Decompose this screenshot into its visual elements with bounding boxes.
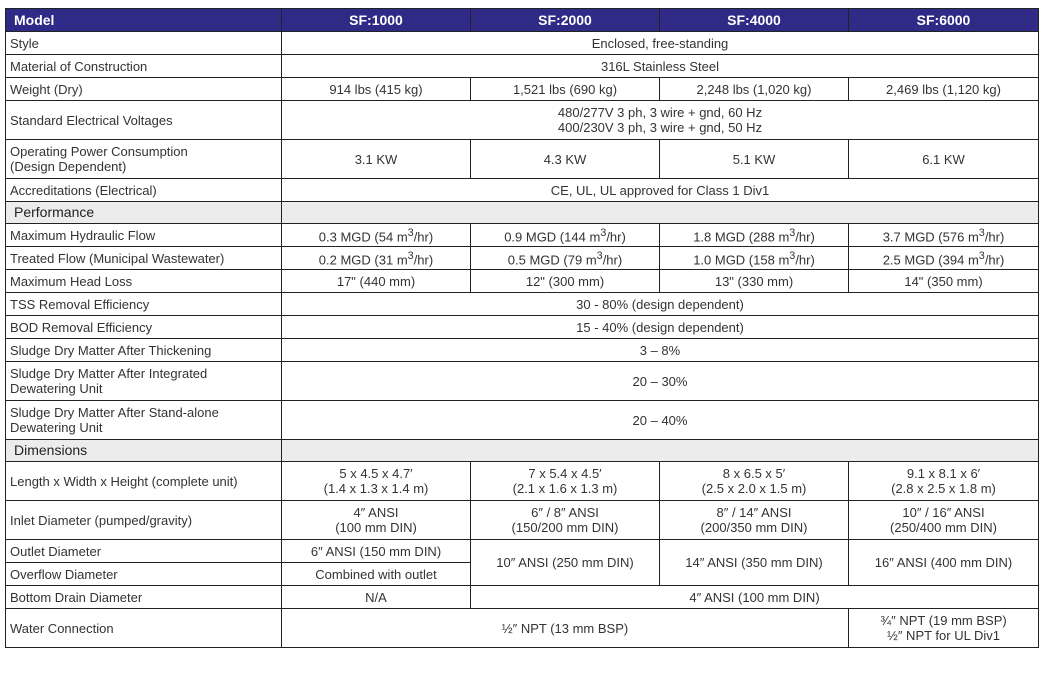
row-accreditations [6, 179, 1039, 202]
row-max-flow [6, 224, 1039, 247]
inlet-sf6000: 10″ / 16″ ANSI (250/400 mm DIN) [849, 501, 1039, 540]
overflow-sf1000: Combined with outlet [282, 563, 471, 586]
row-sludge-thickening [6, 339, 1039, 362]
max-flow-label: Maximum Hydraulic Flow [6, 224, 282, 247]
material-value: 316L Stainless Steel [282, 55, 1039, 78]
outlet-overflow-sf2000: 10″ ANSI (250 mm DIN) [471, 540, 660, 586]
accreditations-value: CE, UL, UL approved for Class 1 Div1 [282, 179, 1039, 202]
row-power [6, 140, 1039, 179]
water-label: Water Connection [6, 609, 282, 648]
weight-label: Weight (Dry) [6, 78, 282, 101]
header-row [6, 9, 1039, 32]
water-sf6000-line-1: ¾″ NPT (19 mm BSP) [880, 613, 1007, 628]
sludge-integrated-label-line-1: Sludge Dry Matter After Integrated [10, 366, 208, 381]
header-sf2000: SF:2000 [471, 9, 660, 32]
section-dimensions-fill [282, 440, 1039, 462]
outlet-sf1000: 6″ ANSI (150 mm DIN) [282, 540, 471, 563]
row-lwh [6, 462, 1039, 501]
section-title-dimensions: Dimensions [6, 440, 282, 462]
section-performance-fill [282, 202, 1039, 224]
section-title-performance: Performance [6, 202, 282, 224]
weight-sf2000: 1,521 lbs (690 kg) [471, 78, 660, 101]
section-performance [6, 202, 1039, 224]
header-model: Model [6, 9, 282, 32]
row-bod [6, 316, 1039, 339]
voltages-label: Standard Electrical Voltages [6, 101, 282, 140]
sludge-integrated-label [6, 362, 282, 401]
row-material [6, 55, 1039, 78]
outlet-overflow-sf4000: 14″ ANSI (350 mm DIN) [660, 540, 849, 586]
header-sf1000: SF:1000 [282, 9, 471, 32]
row-drain [6, 586, 1039, 609]
spec-table [5, 8, 1039, 648]
power-sf2000: 4.3 KW [471, 140, 660, 179]
weight-sf6000: 2,469 lbs (1,120 kg) [849, 78, 1039, 101]
style-label: Style [6, 32, 282, 55]
row-water [6, 609, 1039, 648]
row-style [6, 32, 1039, 55]
water-sf6000 [849, 609, 1039, 648]
voltages-line-1: 480/277V 3 ph, 3 wire + gnd, 60 Hz [557, 105, 763, 120]
row-head-loss [6, 270, 1039, 293]
tss-label: TSS Removal Efficiency [6, 293, 282, 316]
treated-flow-sf6000: 2.5 MGD (394 $m^3/hr$) [849, 247, 1039, 270]
lwh-sf1000: 5 x 4.5 x 4.7′ (1.4 x 1.3 x 1.4 m) [282, 462, 471, 501]
max-flow-sf4000: 1.8 MGD (288 $m^3/hr$) [660, 224, 849, 247]
water-sf6000-line-2: ½″ NPT for UL Div1 [887, 628, 1000, 643]
weight-sf1000: 914 lbs (415 kg) [282, 78, 471, 101]
power-sf1000: 3.1 KW [282, 140, 471, 179]
inlet-sf2000: 6″ / 8″ ANSI (150/200 mm DIN) [471, 501, 660, 540]
lwh-sf4000: 8 x 6.5 x 5′ (2.5 x 2.0 x 1.5 m) [660, 462, 849, 501]
head-loss-label: Maximum Head Loss [6, 270, 282, 293]
material-label: Material of Construction [6, 55, 282, 78]
sludge-thickening-label: Sludge Dry Matter After Thickening [6, 339, 282, 362]
sludge-standalone-label-line-2: Dewatering Unit [10, 420, 103, 435]
section-dimensions [6, 440, 1039, 462]
overflow-label: Overflow Diameter [6, 563, 282, 586]
sludge-integrated-label-line-2: Dewatering Unit [10, 381, 103, 396]
max-flow-sf1000: 0.3 MGD (54 $m^3/hr$) [282, 224, 471, 247]
bod-value: 15 - 40% (design dependent) [282, 316, 1039, 339]
max-flow-sf6000: 3.7 MGD (576 $m^3/hr$) [849, 224, 1039, 247]
sludge-thickening-value: 3 – 8% [282, 339, 1039, 362]
sludge-standalone-label-line-1: Sludge Dry Matter After Stand-alone [10, 405, 219, 420]
weight-sf4000: 2,248 lbs (1,020 kg) [660, 78, 849, 101]
drain-label: Bottom Drain Diameter [6, 586, 282, 609]
power-label-line-1: Operating Power Consumption [10, 144, 188, 159]
inlet-sf1000: 4″ ANSI (100 mm DIN) [282, 501, 471, 540]
sludge-standalone-label [6, 401, 282, 440]
head-loss-sf2000: 12" (300 mm) [471, 270, 660, 293]
lwh-sf2000: 7 x 5.4 x 4.5′ (2.1 x 1.6 x 1.3 m) [471, 462, 660, 501]
drain-rest: 4″ ANSI (100 mm DIN) [471, 586, 1039, 609]
inlet-sf4000: 8″ / 14″ ANSI (200/350 mm DIN) [660, 501, 849, 540]
row-sludge-integrated [6, 362, 1039, 401]
outlet-overflow-sf6000: 16″ ANSI (400 mm DIN) [849, 540, 1039, 586]
treated-flow-sf2000: 0.5 MGD (79 $m^3/hr$) [471, 247, 660, 270]
inlet-label: Inlet Diameter (pumped/gravity) [6, 501, 282, 540]
row-voltages [6, 101, 1039, 140]
power-label-line-2: (Design Dependent) [10, 159, 127, 174]
treated-flow-sf4000: 1.0 MGD (158 $m^3/hr$) [660, 247, 849, 270]
voltages-value [282, 101, 1039, 140]
power-sf4000: 5.1 KW [660, 140, 849, 179]
drain-sf1000: N/A [282, 586, 471, 609]
row-outlet [6, 540, 1039, 563]
header-sf4000: SF:4000 [660, 9, 849, 32]
treated-flow-sf1000: 0.2 MGD (31 $m^3/hr$) [282, 247, 471, 270]
row-sludge-standalone [6, 401, 1039, 440]
outlet-label: Outlet Diameter [6, 540, 282, 563]
row-weight [6, 78, 1039, 101]
head-loss-sf1000: 17" (440 mm) [282, 270, 471, 293]
accreditations-label: Accreditations (Electrical) [6, 179, 282, 202]
sludge-standalone-value: 20 – 40% [282, 401, 1039, 440]
power-sf6000: 6.1 KW [849, 140, 1039, 179]
header-sf6000: SF:6000 [849, 9, 1039, 32]
bod-label: BOD Removal Efficiency [6, 316, 282, 339]
head-loss-sf4000: 13" (330 mm) [660, 270, 849, 293]
lwh-label: Length x Width x Height (complete unit) [6, 462, 282, 501]
row-treated-flow [6, 247, 1039, 270]
row-inlet [6, 501, 1039, 540]
treated-flow-label: Treated Flow (Municipal Wastewater) [6, 247, 282, 270]
lwh-sf6000: 9.1 x 8.1 x 6′ (2.8 x 2.5 x 1.8 m) [849, 462, 1039, 501]
voltages-line-2: 400/230V 3 ph, 3 wire + gnd, 50 Hz [557, 120, 763, 135]
style-value: Enclosed, free-standing [282, 32, 1039, 55]
tss-value: 30 - 80% (design dependent) [282, 293, 1039, 316]
row-tss [6, 293, 1039, 316]
power-label [6, 140, 282, 179]
max-flow-sf2000: 0.9 MGD (144 $m^3/hr$) [471, 224, 660, 247]
head-loss-sf6000: 14" (350 mm) [849, 270, 1039, 293]
sludge-integrated-value: 20 – 30% [282, 362, 1039, 401]
water-main: ½″ NPT (13 mm BSP) [282, 609, 849, 648]
